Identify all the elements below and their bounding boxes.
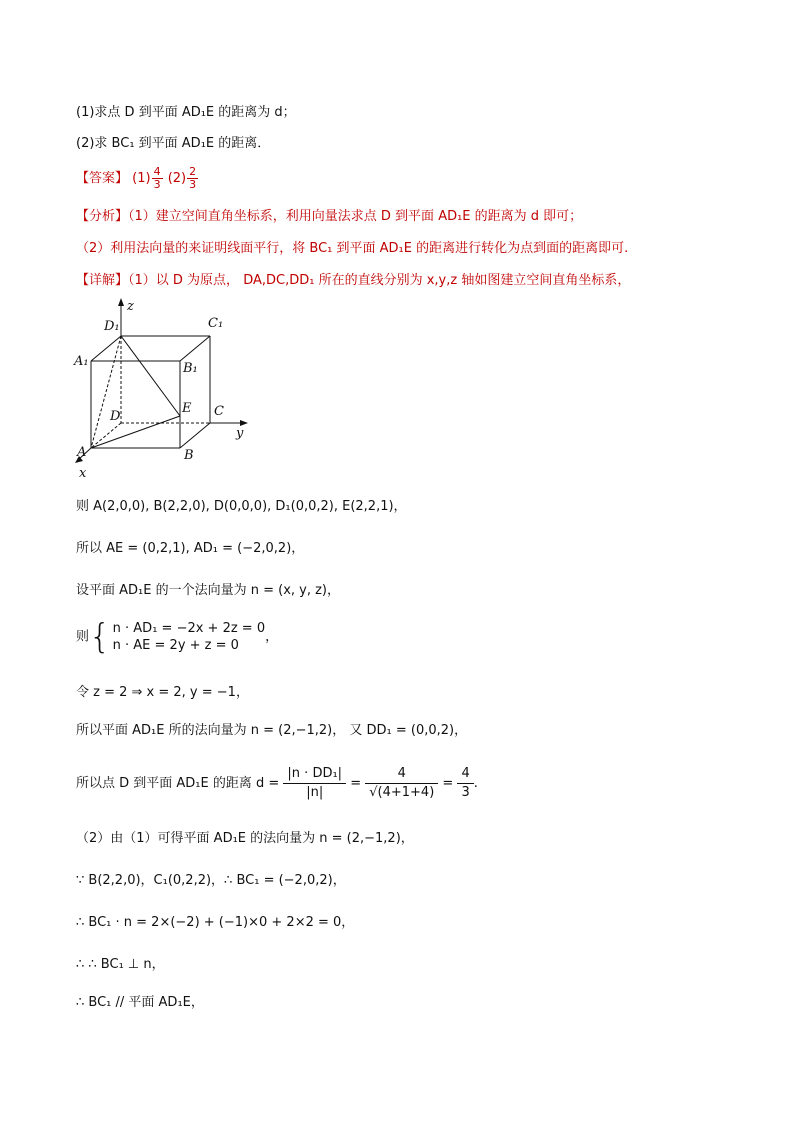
detail-label: 【详解】 xyxy=(76,273,129,288)
label-x: x xyxy=(79,466,87,481)
segment-d1a-hidden xyxy=(91,336,121,448)
analysis-line1: 【分析】（1）建立空间直角坐标系，利用向量法求点 D 到平面 AD₁E 的距离为 d 即可； xyxy=(76,209,583,224)
label-a: A xyxy=(77,445,87,460)
answer-line: 【答案】 (1) $\frac{4}{3}$ (2) $\frac{2}{3}$ xyxy=(76,165,197,191)
label-d: D xyxy=(110,409,121,424)
analysis-line2: （2）利用法向量的来证明线面平行，将 BC₁ 到平面 AD₁E 的距离进行转化为点到面的距离即可. xyxy=(76,241,629,256)
segment-ae xyxy=(91,416,180,448)
detail-coords: 则 A(2,0,0), B(2,2,0), D(0,0,0), D₁(0,0,2), E(2,2,1)， xyxy=(76,499,407,514)
analysis-label: 【分析】 xyxy=(76,209,129,224)
answer-label: 【答案】 xyxy=(76,171,129,186)
edge-c1b1 xyxy=(180,336,210,361)
question-part2: (2)求 BC₁ 到平面 AD₁E 的距离． xyxy=(76,136,271,151)
detail-vectors: 所以 AE = (0,2,1), AD₁ = (−2,0,2)， xyxy=(76,541,305,556)
detail-system: 则{ n · AD₁ = −2x + 2z = 0 n · AE = 2y + z = 0 ， xyxy=(76,617,279,657)
label-a1: A₁ xyxy=(74,354,89,369)
label-b: B xyxy=(184,448,194,463)
label-c: C xyxy=(214,404,224,419)
detail-p2-line3: ∴ BC₁ · n = 2×(−2) + (−1)×0 + 2×2 = 0， xyxy=(76,915,355,930)
question-part1: (1)求点 D 到平面 AD₁E 的距离为 d； xyxy=(76,105,296,120)
label-d1: D₁ xyxy=(104,319,120,334)
distance-fraction-3: $\frac{4}{3}$ xyxy=(457,765,473,802)
edge-da-hidden xyxy=(91,423,121,448)
detail-distance: 所以点 D 到平面 AD₁E 的距离 d = $\frac{\text{|n · DD₁|}}{|n|}$ = $\frac{4}{√(4+1+4)}$ = $\frac{4}{3}$ . xyxy=(76,766,478,800)
answer-fraction-2: $\frac{2}{3}$ xyxy=(189,165,197,191)
segment-d1e xyxy=(121,336,180,416)
detail-p2-line5: ∴ BC₁ // 平面 AD₁E， xyxy=(76,995,204,1010)
detail-p2-line2: ∵ B(2,2,0)，C₁(0,2,2)，∴ BC₁ = (−2,0,2)， xyxy=(76,873,346,888)
system-brace: { xyxy=(89,617,111,657)
distance-fraction-2: $\frac{4}{√(4+1+4)}$ xyxy=(365,765,438,802)
detail-p2-line1: （2）由（1）可得平面 AD₁E 的法向量为 n = (2,−1,2)， xyxy=(76,831,414,846)
detail-p2-line4: ∴ ∴ BC₁ ⊥ n， xyxy=(76,957,165,972)
cube-figure xyxy=(72,296,262,482)
label-y: y xyxy=(236,426,244,441)
label-b1: B₁ xyxy=(183,361,198,376)
detail-normal-result: 所以平面 AD₁E 所的法向量为 n = (2,−1,2)， 又 DD₁ = (0,0,2)， xyxy=(76,723,468,738)
edge-d1a1 xyxy=(91,336,121,361)
cube-diagram xyxy=(72,296,262,482)
label-e: E xyxy=(182,401,192,416)
label-c1: C₁ xyxy=(208,316,224,331)
detail-normal-def: 设平面 AD₁E 的一个法向量为 n = (x, y, z)， xyxy=(76,583,341,598)
label-z: z xyxy=(127,299,134,314)
distance-fraction-1: $\frac{\text{|n · DD₁|}}{|n|}$ xyxy=(283,765,346,802)
z-arrow xyxy=(118,298,124,306)
answer-fraction-1: $\frac{4}{3}$ xyxy=(153,165,161,191)
system-equations: n · AD₁ = −2x + 2z = 0 n · AE = 2y + z = 0 xyxy=(112,621,266,653)
detail-intro: 【详解】（1）以 D 为原点， DA,DC,DD₁ 所在的直线分别为 x,y,z 轴如图建立空间直角坐标系， xyxy=(76,273,631,288)
edge-bc xyxy=(180,423,210,448)
detail-let: 令 z = 2 ⇒ x = 2, y = −1， xyxy=(76,685,249,700)
